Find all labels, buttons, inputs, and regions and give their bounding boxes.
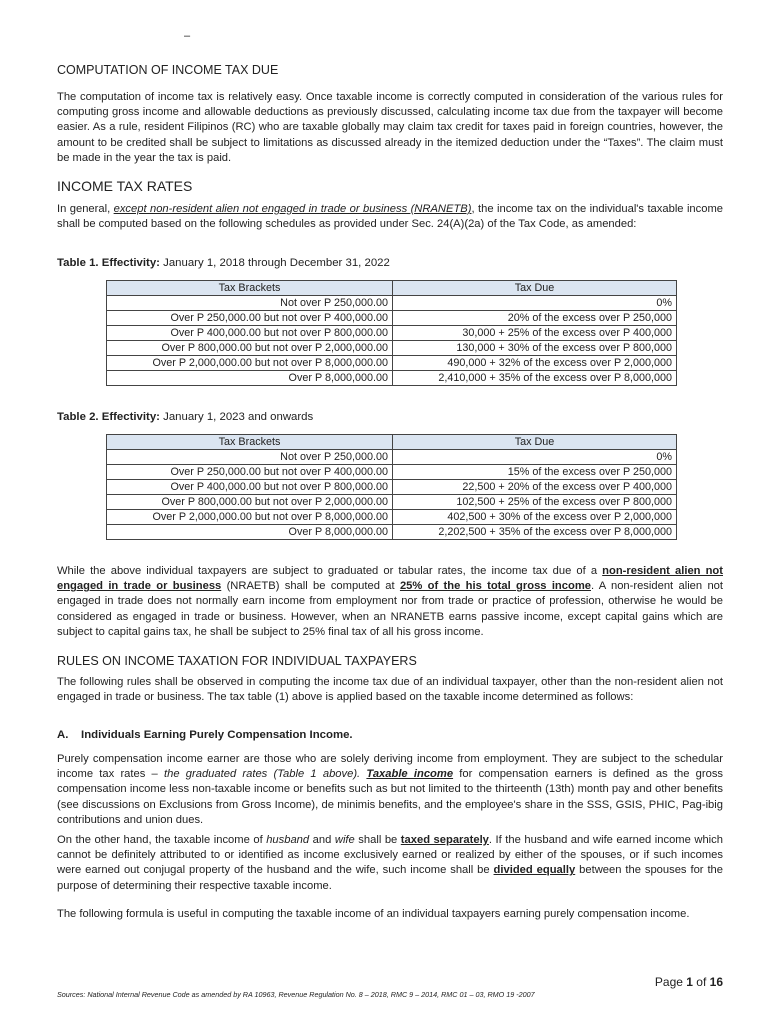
paragraph — [57, 564, 723, 640]
table-caption — [57, 257, 723, 269]
text: . A non-resident alien not engaged in trade does not normally earn income from employment nor from trade or practice of profession, otherwise he would be considered as engaged in trade or business. However, when an NRANETB earns passive income, except capital gains which are subject to capital gains tax, he shall be subject to 25% final tax of all his gross income. — [57, 580, 723, 638]
paragraph — [57, 833, 723, 894]
caption-value: January 1, 2018 through December 31, 2022 — [159, 257, 390, 269]
cell: Not over P 250,000.00 — [107, 296, 393, 311]
section-title: RULES ON INCOME TAXATION FOR INDIVIDUAL TAXPAYERS — [57, 654, 417, 668]
cell: Over P 2,000,000.00 but not over P 8,000,000.00 — [107, 510, 393, 525]
text: . If the husband and wife earned income which cannot be definitely attributed to or identified as income exclusively earned or realized by either of the spouses, or if such incomes were earned out conjugal property of the husband and the wife, such income shall be — [57, 834, 723, 877]
text: Page — [654, 975, 687, 989]
text: shall be — [354, 834, 401, 846]
cell: 490,000 + 32% of the excess over P 2,000,000 — [393, 356, 677, 371]
text: On the other hand, the taxable income of — [57, 834, 267, 846]
italic-text: husband — [266, 834, 310, 846]
table-row — [107, 326, 677, 341]
caption-value: January 1, 2023 and onwards — [159, 411, 314, 423]
header-cell: Tax Brackets — [107, 281, 393, 296]
table-row — [107, 495, 677, 510]
page-number — [655, 975, 723, 989]
text: , the income tax on the individual's taxable income shall be computed based on the following schedules as provided under Sec. 24(A)(2a) of the Tax Code, as amended: — [57, 203, 724, 231]
caption-label: Table 2. Effectivity: — [57, 411, 160, 423]
sources-note: Sources: National Internal Revenue Code as amended by RA 10963, Revenue Regulation No. 8 – 2018, RMC 9 – 2014, RMC 01 – 03, RMO 19 -2007 — [57, 990, 535, 999]
cell: Over P 400,000.00 but not over P 800,000.00 — [107, 326, 393, 341]
paragraph: The following rules shall be observed in computing the income tax due of an individual taxpayer, other than the non-resident alien not engaged in trade or business. The tax table (1) above is applied based on the taxable income determined as follows: — [57, 676, 723, 704]
text: and — [309, 834, 335, 846]
emphasis-link: except non-resident alien not engaged in trade or business (NRANETB) — [113, 203, 472, 215]
tax-table-1 — [106, 280, 677, 386]
text: In general, — [57, 203, 114, 215]
table-row — [107, 356, 677, 371]
cell: Over P 8,000,000.00 — [107, 525, 393, 540]
table-header-row — [107, 281, 677, 296]
text: for compensation earners is defined as the gross compensation income less non-taxable income or benefits such as but not limited to the thirteenth (13th) month pay and other benefits (see discussions on Exclusions from Gross Income), de minimis benefits, and the employee's share in the SSS, GSIS, PHIC, Pag-ibig contributions and union dues. — [57, 768, 724, 826]
table-row — [107, 371, 677, 386]
paragraph: The computation of income tax is relatively easy. Once taxable income is correctly computed in consideration of the various rules for computing gross income and allowable deductions as previously discussed, calculating income tax due from the taxpayer will become easier. As a rule, resident Filipinos (RC) who are taxable globally may claim tax credit for taxes paid in foreign countries, however, the amount to be credited shall be subject to limitations as discussed already in the itemized deduction under the “Taxes”. The claim must be made in the year the tax is paid. — [57, 91, 723, 164]
table-row — [107, 465, 677, 480]
section-title: COMPUTATION OF INCOME TAX DUE — [57, 63, 279, 77]
cell: Over P 250,000.00 but not over P 400,000.00 — [107, 465, 393, 480]
cell: Over P 250,000.00 but not over P 400,000.00 — [107, 311, 393, 326]
cell: Not over P 250,000.00 — [107, 450, 393, 465]
subsection-title: A. Individuals Earning Purely Compensation Income. — [57, 729, 353, 741]
cell: 2,202,500 + 35% of the excess over P 8,000,000 — [393, 525, 677, 540]
section-title: INCOME TAX RATES — [57, 178, 193, 194]
paragraph — [57, 202, 723, 232]
cell: 402,500 + 30% of the excess over P 2,000,000 — [393, 510, 677, 525]
table-row — [107, 525, 677, 540]
cell: Over P 800,000.00 but not over P 2,000,000.00 — [107, 341, 393, 356]
caption-label: Table 1. Effectivity: — [57, 257, 160, 269]
total-pages: 16 — [709, 975, 723, 989]
cell: 2,410,000 + 35% of the excess over P 8,000,000 — [393, 371, 677, 386]
cell: 20% of the excess over P 250,000 — [393, 311, 677, 326]
text: Purely compensation income earner are those who are solely deriving income from employment. They are subject to the schedular income tax rates – — [57, 753, 723, 781]
paragraph — [57, 752, 723, 828]
cell: 0% — [393, 296, 677, 311]
table-row — [107, 296, 677, 311]
emphasis-link: non-resident alien not engaged in trade or business — [57, 565, 723, 593]
cell: Over P 2,000,000.00 but not over P 8,000,000.00 — [107, 356, 393, 371]
tax-table-2 — [106, 434, 677, 540]
section-computation — [57, 63, 723, 77]
table-row — [107, 480, 677, 495]
italic-text: wife — [334, 834, 355, 846]
text: of — [692, 975, 710, 989]
text: While the above individual taxpayers are subject to graduated or tabular rates, the income tax due of a — [57, 565, 603, 577]
cell: 22,500 + 20% of the excess over P 400,000 — [393, 480, 677, 495]
emphasis-text: divided equally — [493, 864, 576, 877]
cell: Over P 400,000.00 but not over P 800,000.00 — [107, 480, 393, 495]
current-page: 1 — [686, 975, 693, 989]
emphasis-link: 25% of the his total gross income — [399, 580, 591, 593]
cell: 102,500 + 25% of the excess over P 800,000 — [393, 495, 677, 510]
cell: Over P 8,000,000.00 — [107, 371, 393, 386]
table-caption — [57, 411, 723, 423]
header-cell: Tax Due — [393, 435, 677, 450]
header-cell: Tax Brackets — [107, 435, 393, 450]
table-row — [107, 311, 677, 326]
table-row — [107, 341, 677, 356]
cell: 0% — [393, 450, 677, 465]
cell: Over P 800,000.00 but not over P 2,000,000.00 — [107, 495, 393, 510]
emphasis-text: Taxable income — [366, 768, 454, 781]
table-row — [107, 450, 677, 465]
table-header-row — [107, 435, 677, 450]
text: between the spouses for the purpose of determining their respective taxable income. — [57, 864, 724, 892]
header-cell: Tax Due — [393, 281, 677, 296]
text: (NRAETB) shall be computed at — [221, 580, 400, 593]
paragraph: The following formula is useful in computing the taxable income of an individual taxpayers earning purely compensation income. — [57, 908, 690, 920]
cell: 30,000 + 25% of the excess over P 400,000 — [393, 326, 677, 341]
table-row — [107, 510, 677, 525]
header-mark: – — [184, 30, 191, 42]
italic-text: the graduated rates (Table 1 above). — [164, 768, 361, 781]
emphasis-text: taxed separately — [400, 834, 489, 846]
cell: 130,000 + 30% of the excess over P 800,000 — [393, 341, 677, 356]
cell: 15% of the excess over P 250,000 — [393, 465, 677, 480]
